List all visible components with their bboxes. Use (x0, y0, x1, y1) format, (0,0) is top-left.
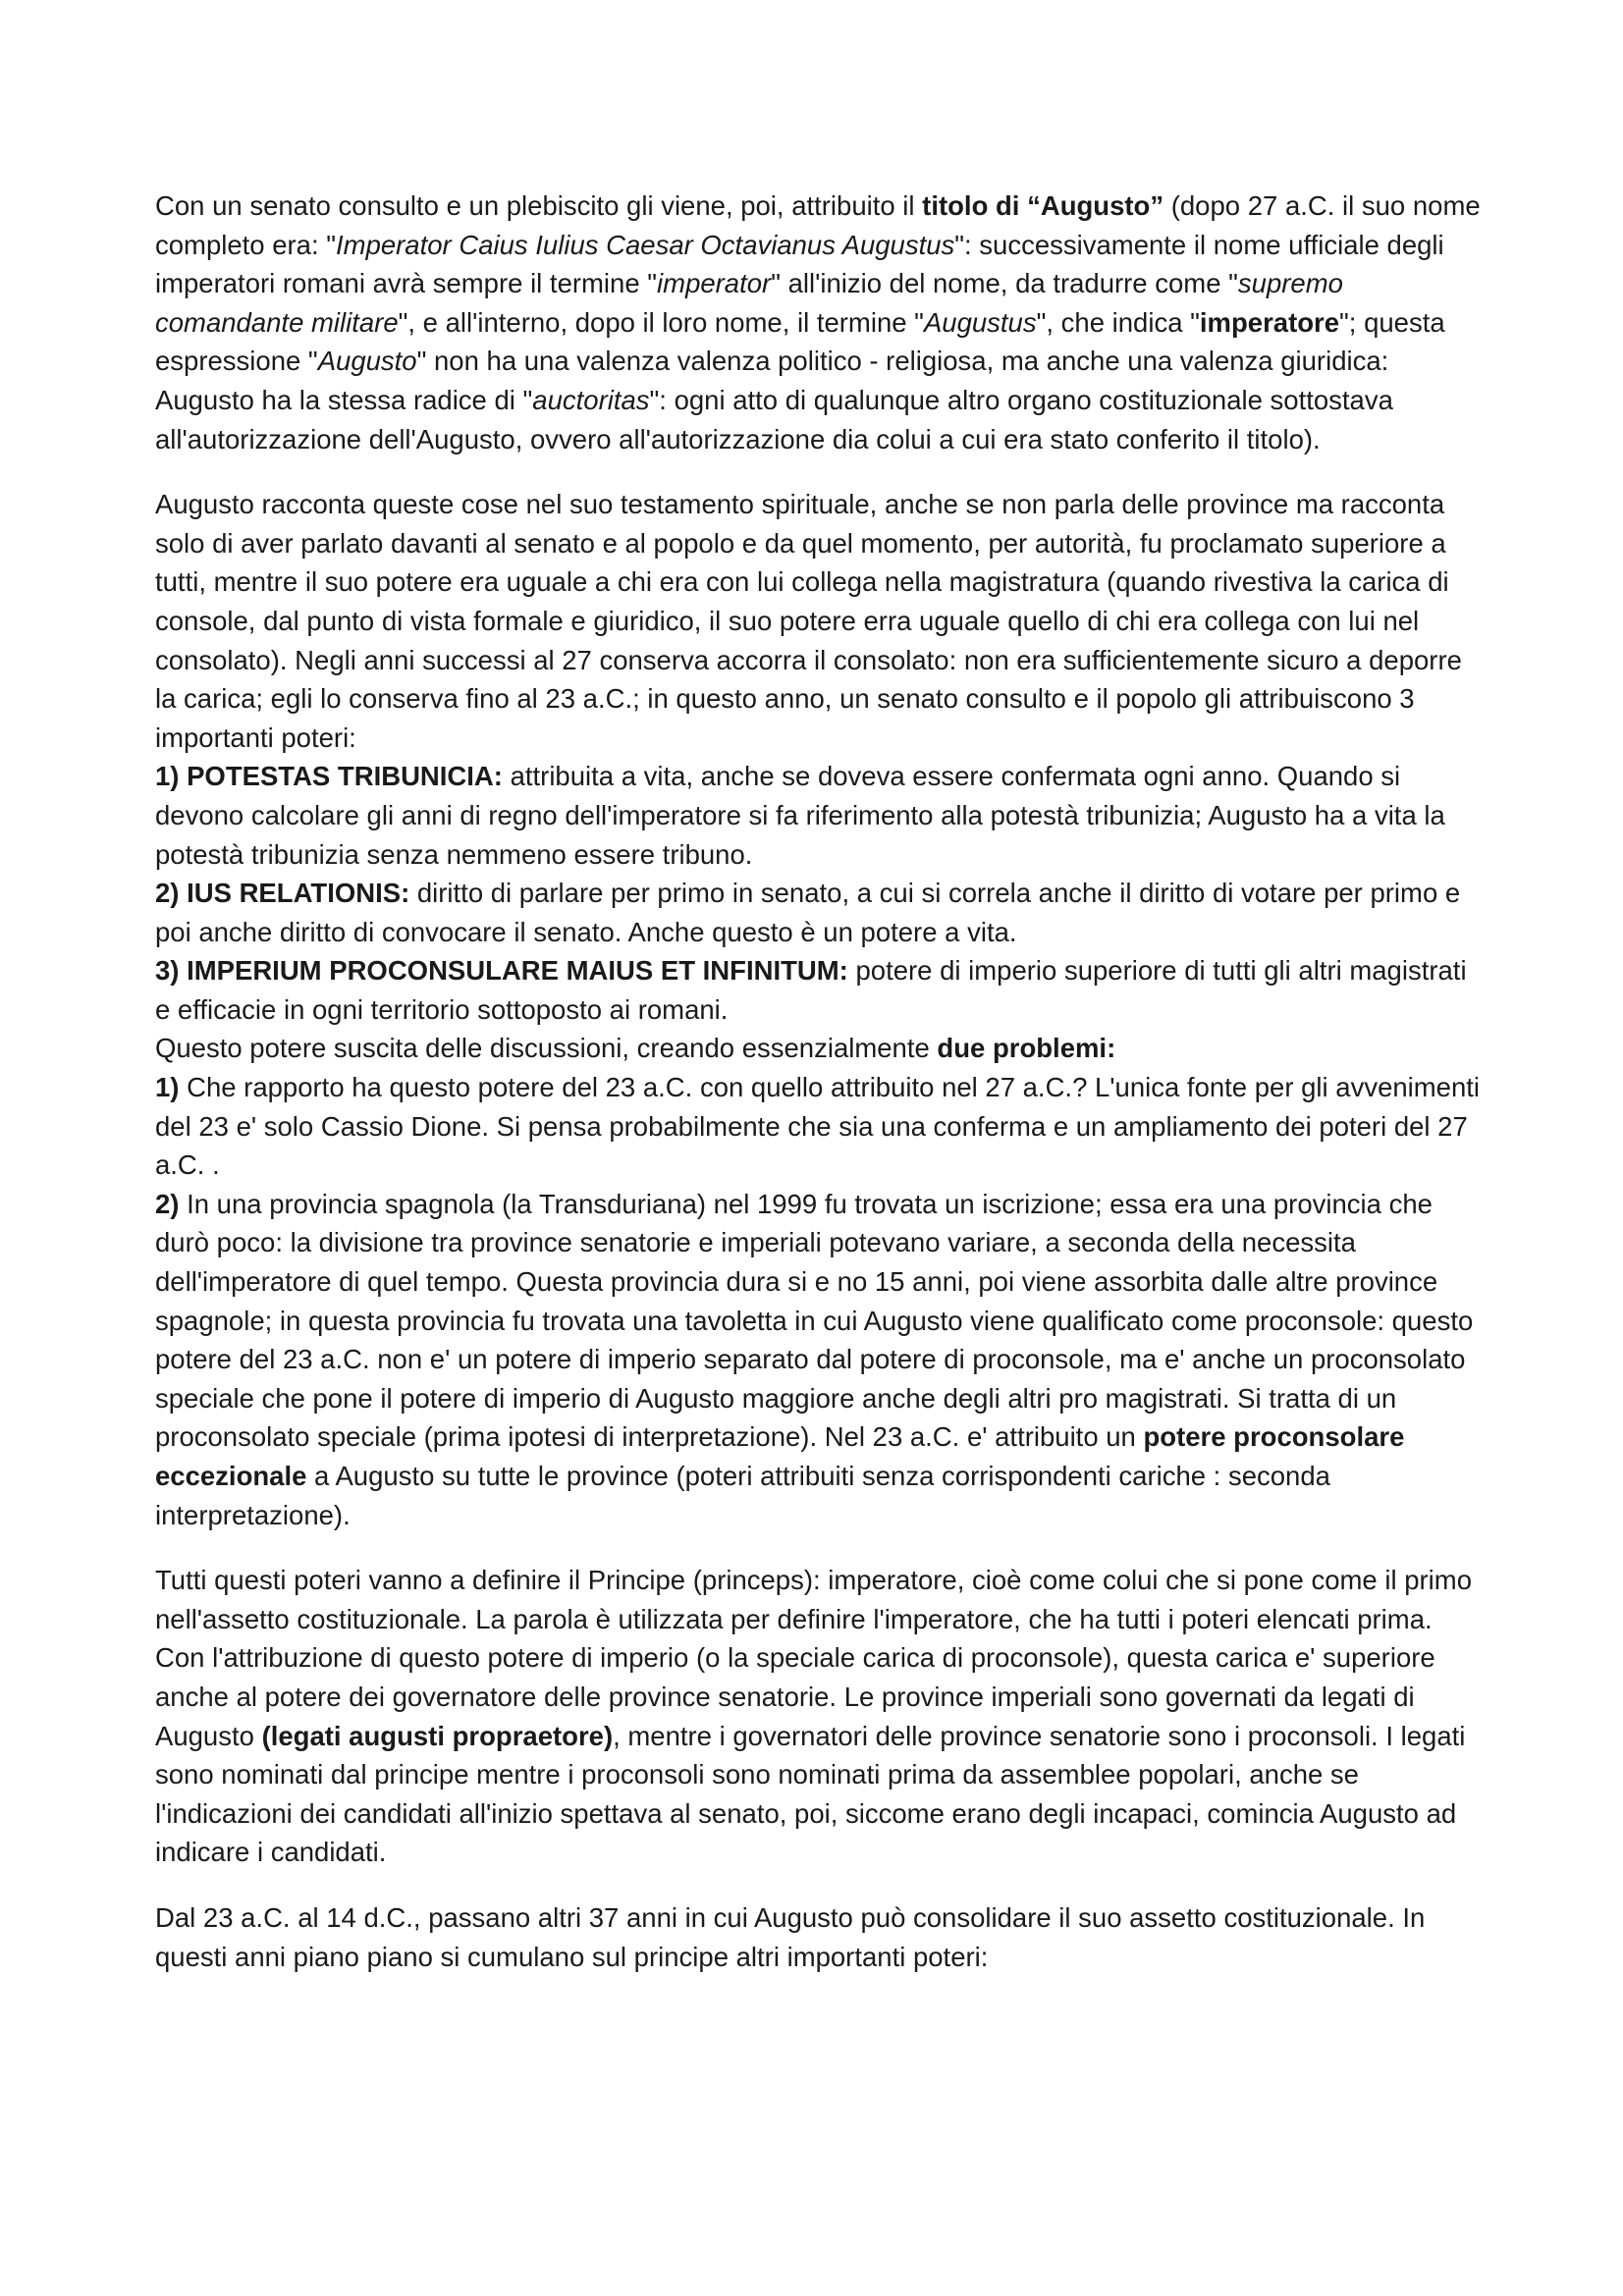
paragraph-testamento: Augusto racconta queste cose nel suo testamento spirituale, anche se non parla delle province ma racconta solo di aver parlato davanti al senato e al popolo e da quel momento, per autorità, fu proclamato superiore a tutti, mentre il suo potere era uguale a chi era con lui collega nella magistratura (quando rivestiva la carica di console, dal punto di vista formale e giuridico, il suo potere erra uguale quello di chi era collega con lui nel consolato). Negli anni successi al 27 conserva accorra il consolato: non era sufficientemente sicuro a deporre la carica; egli lo conserva fino al 23 a.C.; in questo anno, un senato consulto e il popolo gli attribuiscono 3 importanti poteri: 1) POTESTAS TRIBUNICIA: attribuita a vita, anche se doveva essere confermata ogni anno. Quando si devono calcolare gli anni di regno dell'imperatore si fa riferimento alla potestà tribunizia; Augusto ha a vita la potestà tribunizia senza nemmeno essere tribuno. 2) IUS RELATIONIS: diritto di parlare per primo in senato, a cui si correla anche il diritto di votare per primo e poi anche diritto di convocare il senato. Anche questo è un potere a vita. 3) IMPERIUM PROCONSULARE MAIUS ET INFINITUM: potere di imperio superiore di tutti gli altri magistrati e efficacie in ogni territorio sottoposto ai romani. Questo potere suscita delle discussioni, creando essenzialmente due problemi: 1) Che rapporto ha questo potere del 23 a.C. con quello attribuito nel 27 a.C.? L'unica fonte per gli avvenimenti del 23 e' solo Cassio Dione. Si pensa probabilmente che sia una conferma e un ampliamento dei poteri del 27 a.C. . 2) In una provincia spagnola (la Transduriana) nel 1999 fu trovata un iscrizione; essa era una provincia che durò poco: la divisione tra province senatorie e imperiali potevano variare, a seconda della necessita dell'imperatore di quel tempo. Questa provincia dura si e no 15 anni, poi viene assorbita dalle altre province spagnole; in questa provincia fu trovata una tavoletta in cui Augusto viene qualificato come proconsole: questo potere del 23 a.C. non e' un potere di imperio separato dal potere di proconsole, ma e' anche un proconsolato speciale che pone il potere di imperio di Augusto maggiore anche degli altri pro magistrati. Si tratta di un proconsolato speciale (prima ipotesi di interpretazione). Nel 23 a.C. e' attribuito un potere proconsolare eccezionale a Augusto su tutte le province (poteri attribuiti senza corrispondenti cariche : seconda interpretazione). (155, 489, 1481, 1530)
bold-legati-augusti: (legati augusti propraetore) (261, 1720, 614, 1751)
document-page (155, 187, 1481, 1976)
bold-due-problemi: due problemi: (937, 1033, 1116, 1064)
problem-2-number: 2) (155, 1188, 180, 1219)
bold-potere-proconsolare: potere proconsolare eccezionale (155, 1421, 1405, 1491)
paragraph-consolidamento: Dal 23 a.C. al 14 d.C., passano altri 37 anni in cui Augusto può consolidare il suo assetto costituzionale. In questi anni piano piano si cumulano sul principe altri importanti poteri: (155, 1901, 1426, 1972)
item-ius-relationis-head: 2) IUS RELATIONIS: (155, 878, 410, 909)
problem-2-text: In una provincia spagnola (la Transduriana) nel 1999 fu trovata un iscrizione; essa era una provincia che durò poco: la divisione tra province senatorie e imperiali potevano variare, a seconda della necessita dell'imperatore di quel tempo. Questa provincia dura si e no 15 anni, poi viene assorbita dalle altre province spagnole; in questa provincia fu trovata una tavoletta in cui Augusto viene qualificato come proconsole: questo potere del 23 a.C. non e' un potere di imperio separato dal potere di proconsole, ma e' anche un proconsolato speciale che pone il potere di imperio di Augusto maggiore anche degli altri pro magistrati. Si tratta di un proconsolato speciale (prima ipotesi di interpretazione). Nel 23 a.C. e' attribuito un (155, 1188, 1474, 1453)
bold-imperatore: imperatore (1199, 306, 1340, 338)
italic-supremo-comandante: supremo comandante militare (155, 268, 1343, 338)
paragraph-princeps: Tutti questi poteri vanno a definire il Principe (princeps): imperatore, cioè come colui che si pone come il primo nell'assetto costituzionale. La parola è utilizzata per definire l'imperatore, che ha tutti i poteri elencati prima. Con l'attribuzione di questo potere di imperio (o la speciale carica di proconsole), questa carica e' superiore anche al potere dei governatore delle province senatorie. Le province imperiali sono governati da legati di Augusto (legati augusti propraetore), mentre i governatori delle province senatorie sono i proconsoli. I legati sono nominati dal principe mentre i proconsoli sono nominati prima da assemblee popolari, anche se l'indicazioni dei candidati all'inizio spettava al senato, poi, siccome erano degli incapaci, comincia Augusto ad indicare i candidati. (155, 1565, 1472, 1868)
item-potestas-tribunicia-text: attribuita a vita, anche se doveva essere confermata ogni anno. Quando si devono calcolare gli anni di regno dell'imperatore si fa riferimento alla potestà tribunizia; Augusto ha a vita la potestà tribunizia senza nemmeno essere tribuno. (155, 761, 1445, 870)
item-imperium-head: 3) IMPERIUM PROCONSULARE MAIUS ET INFINITUM: (155, 955, 848, 987)
italic-auctoritas: auctoritas (532, 384, 650, 415)
item-ius-relationis-text: diritto di parlare per primo in senato, a cui si correla anche il diritto di votare per primo e poi anche diritto di convocare il senato. Anche questo è un potere a vita. (155, 878, 1461, 947)
italic-augusto: Augusto (317, 346, 417, 377)
item-imperium-text: potere di imperio superiore di tutti gli altri magistrati e efficacie in ogni territorio sottoposto ai romani. (155, 955, 1467, 1025)
item-potestas-tribunicia-head: 1) POTESTAS TRIBUNICIA: (155, 761, 503, 792)
paragraph-augusto-title: Con un senato consulto e un plebiscito gli viene, poi, attribuito il titolo di “Augusto” (dopo 27 a.C. il suo nome completo era: "Imperator Caius Iulius Caesar Octavianus Augustus": successivamente il nome ufficiale degli imperatori romani avrà sempre il termine "imperator" all'inizio del nome, da tradurre come "supremo comandante militare", e all'interno, dopo il loro nome, il termine "Augustus", che indica "imperatore"; questa espressione "Augusto" non ha una valenza valenza politico - religiosa, ma anche una valenza giuridica: Augusto ha la stessa radice di "auctoritas": ogni atto di qualunque altro organo costituzionale sottostava all'autorizzazione dell'Augusto, ovvero all'autorizzazione dia colui a cui era stato conferito il titolo). (155, 190, 1481, 454)
italic-full-name: Imperator Caius Iulius Caesar Octavianus Augustus (336, 229, 955, 260)
bold-titolo-augusto: titolo di “Augusto” (922, 190, 1164, 221)
problem-1-number: 1) (155, 1072, 180, 1103)
problem-1-text: Che rapporto ha questo potere del 23 a.C. con quello attribuito nel 27 a.C.? L'unica fonte per gli avvenimenti del 23 e' solo Cassio Dione. Si pensa probabilmente che sia una conferma e un ampliamento dei poteri del 27 a.C. . (155, 1072, 1481, 1181)
italic-augustus: Augustus (923, 306, 1037, 338)
italic-imperator: imperator (657, 268, 772, 299)
